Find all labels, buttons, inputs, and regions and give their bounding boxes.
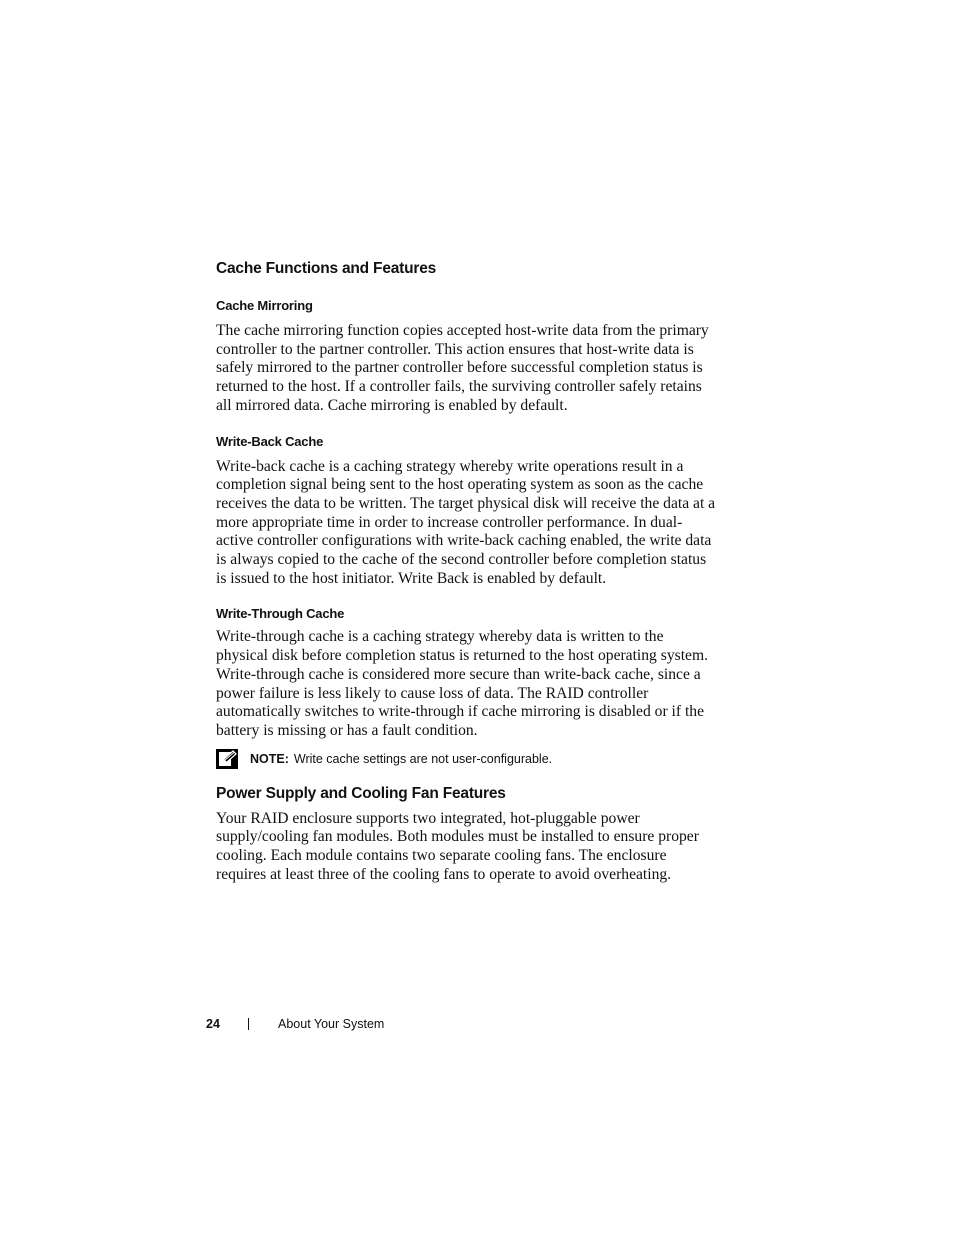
page-footer bbox=[206, 1015, 384, 1033]
subheading-cache-mirroring: Cache Mirroring bbox=[216, 298, 313, 313]
note-box bbox=[216, 749, 716, 769]
footer-section-title: About Your System bbox=[278, 1017, 385, 1031]
footer-divider bbox=[248, 1018, 249, 1030]
pencil-note-icon bbox=[216, 749, 238, 769]
paragraph-power-supply: Your RAID enclosure supports two integrated, hot-pluggable power supply/cooling fan modules. Both modules must be installed to ensure proper cooling. Each module contains two separate cooling fans. The enclosure requires at least three of the cooling fans to operate to avoid overheating. bbox=[216, 809, 699, 883]
section-heading-cache: Cache Functions and Features bbox=[216, 260, 437, 277]
section-heading-power: Power Supply and Cooling Fan Features bbox=[216, 784, 506, 802]
paragraph-cache-mirroring: The cache mirroring function copies accepted host-write data from the primary controller to the partner controller. This action ensures that host-write data is safely mirrored to the partner controller before successful completion status is returned to the host. If a controller fails, the surviving controller safely retains all mirrored data. Cache mirroring is enabled by default. bbox=[216, 322, 709, 414]
subheading-write-back-cache: Write-Back Cache bbox=[216, 433, 324, 449]
paragraph-write-through-cache: Write-through cache is a caching strategy whereby data is written to the physical disk before completion status is returned to the host operating system. Write-through cache is considered more secure than write-back cache, since a power failure is less likely to cause loss of data. The RAID controller automatically switches to write-through if cache mirroring is disabled or if the battery is missing or has a fault condition. bbox=[216, 628, 708, 739]
page-number: 24 bbox=[206, 1017, 220, 1031]
note-text: Write cache settings are not user-configurable. bbox=[293, 751, 553, 766]
subheading-write-through-cache: Write-Through Cache bbox=[216, 606, 345, 622]
page-content bbox=[216, 258, 716, 884]
paragraph-write-back-cache: Write-back cache is a caching strategy whereby write operations result in a completion signal being sent to the host operating system as soon as the cache receives the data to be written. The target physical disk will receive the data at a more appropriate time in order to increase controller performance. In dual-active controller configurations with write-back caching enabled, the write data is always copied to the cache of the second controller before completion status is issued to the host initiator. Write Back is enabled by default. bbox=[216, 457, 716, 587]
note-label: NOTE: bbox=[250, 751, 289, 766]
